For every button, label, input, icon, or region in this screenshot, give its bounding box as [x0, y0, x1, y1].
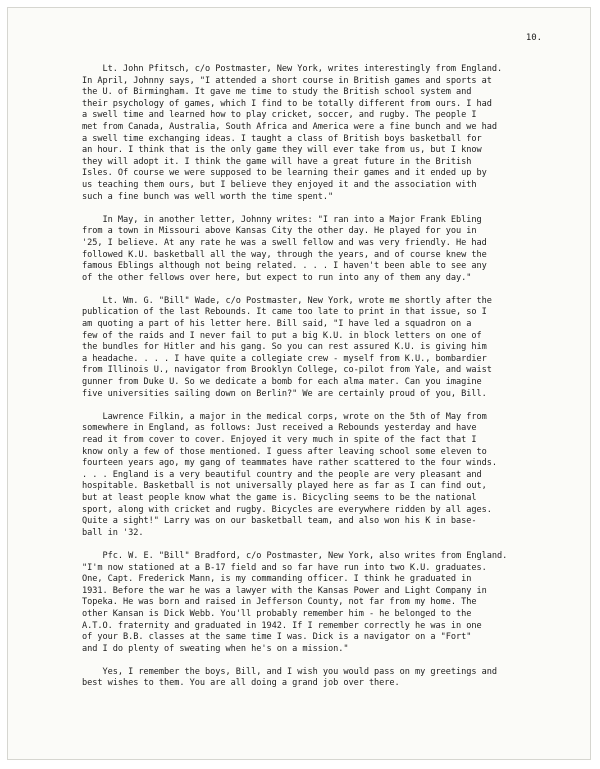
text-line: the bundles for Hitler and his gang. So you can rest assured K.U. is giving him [82, 342, 487, 353]
paragraph-pfitsch-may [82, 215, 542, 285]
text-line: a swell time exchanging ideas. I taught a class of British boys basketball for [82, 133, 482, 144]
page-number: 10. [525, 33, 542, 43]
text-line: Lt. John Pfitsch, c/o Postmaster, New York, writes interestingly from England. [82, 64, 503, 74]
text-line: other Kansan is Dick Webb. You'll probably remember him - he belonged to the [82, 608, 472, 619]
text-line: publication of the last Rebounds. It came too late to print in that issue, so I [82, 307, 487, 318]
text-line: an hour. I think that is the only game they will ever take from us, but I know [82, 145, 482, 156]
letter-body [82, 33, 542, 702]
text-line: followed K.U. basketball all the way, through the years, and of course knew the [82, 249, 487, 260]
text-line: sport, along with cricket and rugby. Bicycles are everywhere ridden by all ages. [82, 504, 492, 515]
text-line: somewhere in England, as follows: Just received a Rebounds yesterday and have [82, 423, 477, 434]
text-line: a swell time and learned how to play cricket, soccer, and rugby. The people I [82, 110, 477, 121]
paragraph-wade [82, 296, 542, 400]
text-line: A.T.O. fraternity and graduated in 1942. If I remember correctly he was in one [82, 620, 482, 631]
text-line: five universities sailing down on Berlin?" We are certainly proud of you, Bill. [82, 388, 487, 399]
text-line: '25, I believe. At any rate he was a swell fellow and was very friendly. He had [82, 237, 487, 248]
text-line: In May, in another letter, Johnny writes: "I ran into a Major Frank Ebling [82, 214, 482, 225]
text-line: ball in '32. [82, 527, 144, 538]
text-line: of your B.B. classes at the same time I was. Dick is a navigator on a "Fort" [82, 632, 472, 643]
text-line: of the other fellows over here, but expect to run into any of them any day." [82, 272, 472, 283]
text-line: am quoting a part of his letter here. Bill said, "I have led a squadron on a [82, 319, 472, 330]
text-line: "I'm now stationed at a B-17 field and so far have run into two K.U. graduates. [82, 562, 487, 573]
text-line: . . . England is a very beautiful country and the people are very pleasant and [82, 469, 482, 480]
text-line: Yes, I remember the boys, Bill, and I wish you would pass on my greetings and [82, 666, 498, 677]
text-line: Pfc. W. E. "Bill" Bradford, c/o Postmaster, New York, also writes from England. [82, 550, 508, 561]
text-line: famous Eblings although not being related. . . . I haven't been able to see any [82, 261, 487, 272]
text-line: their psychology of games, which I find to be totally different from ours. I had [82, 98, 492, 109]
text-line: know only a few of those mentioned. I guess after leaving school some eleven to [82, 446, 487, 457]
text-line: Isles. Of course we were supposed to be learning their games and it ended up by [82, 168, 487, 179]
text-line: 1931. Before the war he was a lawyer with the Kansas Power and Light Company in [82, 585, 487, 596]
text-line: Lt. Wm. G. "Bill" Wade, c/o Postmaster, New York, wrote me shortly after the [82, 295, 492, 306]
text-line: In April, Johnny says, "I attended a short course in British games and sports at [82, 75, 492, 86]
text-line: and I do plenty of sweating when he's on a mission." [82, 643, 349, 654]
text-line: from a town in Missouri above Kansas City the other day. He played for you in [82, 226, 477, 237]
text-line: but at least people know what the game is. Bicycling seems to be the national [82, 492, 477, 503]
text-line: Lawrence Filkin, a major in the medical corps, wrote on the 5th of May from [82, 411, 487, 422]
text-line: Topeka. He was born and raised in Jefferson County, not far from my home. The [82, 597, 477, 608]
text-line: the U. of Birmingham. It gave me time to study the British school system and [82, 87, 472, 98]
paragraph-closing [82, 667, 542, 690]
text-line: gunner from Duke U. So we dedicate a bomb for each alma mater. Can you imagine [82, 377, 482, 388]
text-line: they will adopt it. I think the game will have a great future in the British [82, 156, 472, 167]
paragraph-filkin [82, 412, 542, 540]
text-line: Quite a sight!" Larry was on our basketball team, and also won his K in base- [82, 516, 477, 527]
text-line: us teaching them ours, but I believe they enjoyed it and the association with [82, 179, 477, 190]
text-line: hospitable. Basketball is not universally played here as far as I can find out, [82, 481, 487, 492]
text-line: best wishes to them. You are all doing a grand job over there. [82, 678, 400, 689]
text-line: such a fine bunch was well worth the time spent." [82, 191, 334, 202]
text-line: One, Capt. Frederick Mann, is my commanding officer. I think he graduated in [82, 574, 472, 585]
document-page [8, 8, 590, 759]
text-line: met from Canada, Australia, South Africa and America were a fine bunch and we had [82, 121, 498, 132]
paragraph-pfitsch-england [82, 64, 542, 203]
text-line: few of the raids and I never fail to put a big K.U. in block letters on one of [82, 330, 482, 341]
text-line: from Illinois U., navigator from Brooklyn College, co-pilot from Yale, and waist [82, 365, 492, 376]
text-line: a headache. . . . I have quite a collegiate crew - myself from K.U., bombardier [82, 353, 487, 364]
text-line: read it from cover to cover. Enjoyed it very much in spite of the fact that I [82, 435, 477, 445]
paragraph-bradford [82, 551, 542, 655]
text-line: fourteen years ago, my gang of teammates have rather scattered to the four winds. [82, 458, 498, 469]
